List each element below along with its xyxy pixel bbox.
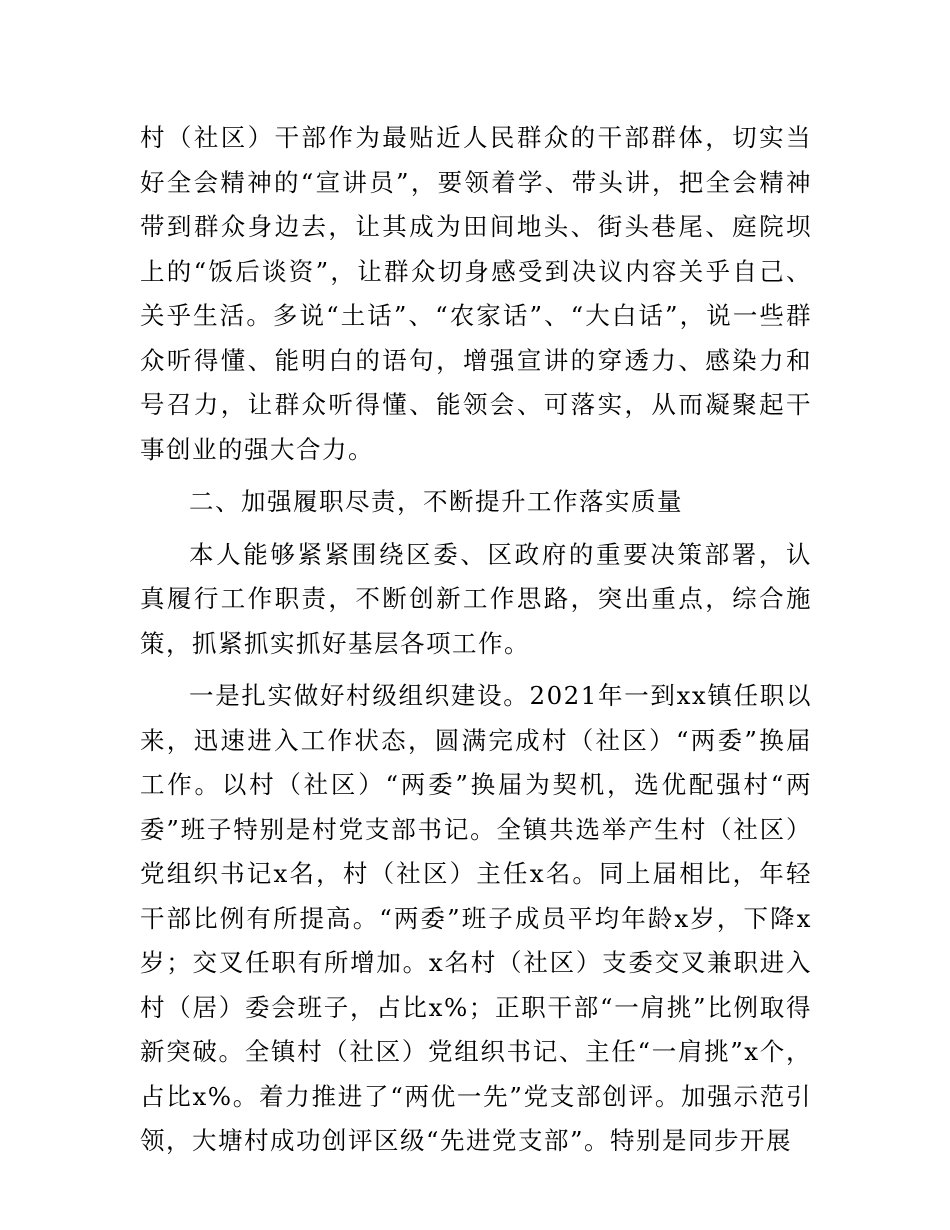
paragraph-duty-intro: 本人能够紧紧围绕区委、区政府的重要决策部署，认真履行工作职责，不断创新工作思路，突出重点，综合施策，抓紧抓实抓好基层各项工作。 — [140, 539, 812, 658]
paragraph-community-cadres: 村（社区）干部作为最贴近人民群众的干部群体，切实当好全会精神的“宣讲员”，要领着学、带头讲，把全会精神带到群众身边去，让其成为田间地头、街头巷尾、庭院坝上的“饭后谈资”，让群众切身感受到决议内容关乎自己、关乎生活。多说“土话”、“农家话”、“大白话”，说一些群众听得懂、能明白的语句，增强宣讲的穿透力、感染力和号召力，让群众听得懂、能领会、可落实，从而凝聚起干事创业的强大合力。 — [140, 123, 812, 464]
section-heading-duty: 二、加强履职尽责，不断提升工作落实质量 — [189, 487, 683, 516]
paragraph-village-organization: 一是扎实做好村级组织建设。2021年一到xx镇任职以来，迅速进入工作状态，圆满完成村（社区）“两委”换届工作。以村（社区）“两委”换届为契机，选优配强村“两委”班子特别是村党支部书记。全镇共选举产生村（社区）党组织书记x名，村（社区）主任x名。同上届相比，年轻干部比例有所提高。“两委”班子成员平均年龄x岁，下降x岁；交叉任职有所增加。x名村（社区）支委交叉兼职进入村（居）委会班子，占比x%；正职干部“一肩挑”比例取得新突破。全镇村（社区）党组织书记、主任“一肩挑”x个，占比x%。着力推进了“两优一先”党支部创评。加强示范引领，大塘村成功创评区级“先进党支部”。特别是同步开展 — [140, 681, 812, 1155]
document-page — [140, 116, 812, 1164]
